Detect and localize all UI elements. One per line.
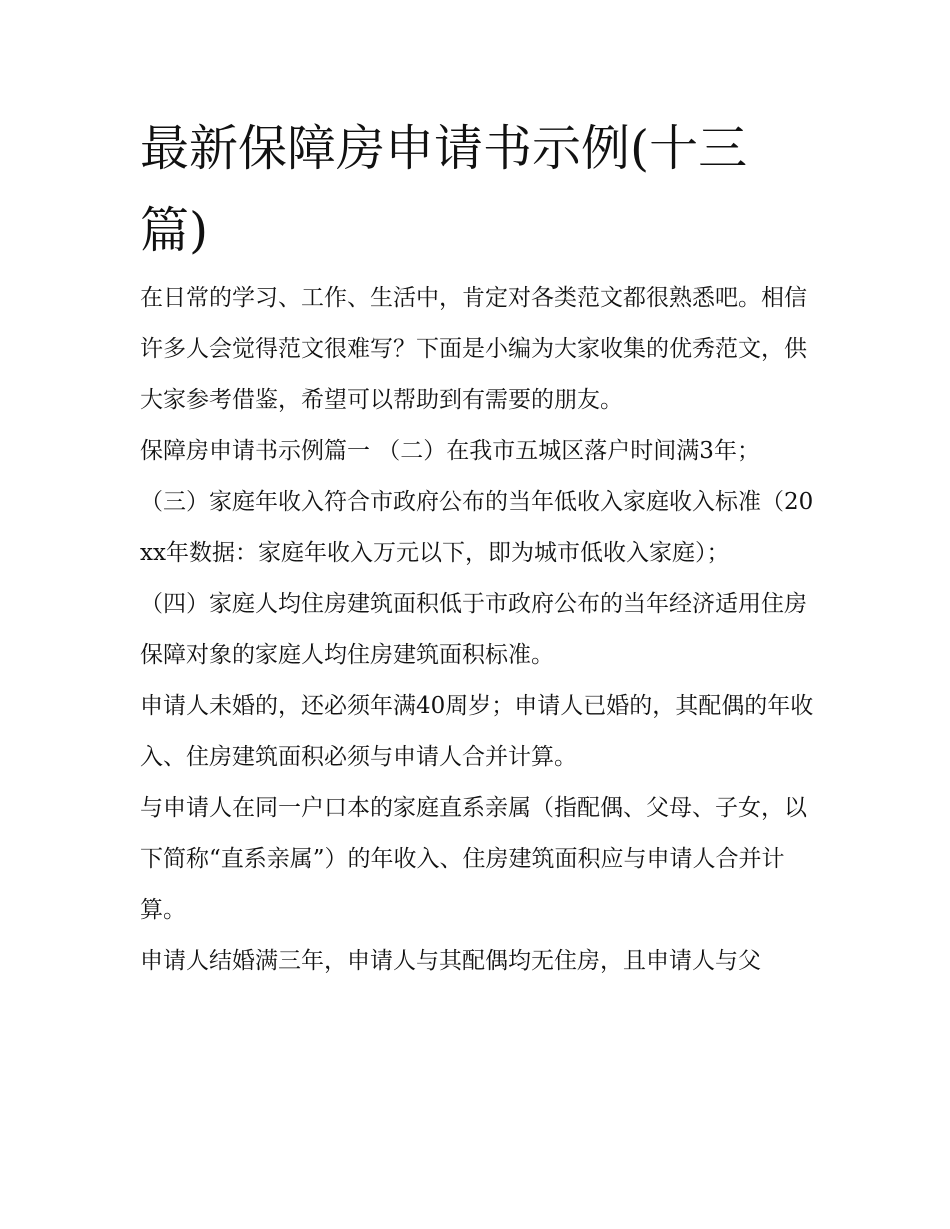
paragraph-example-1: 保障房申请书示例篇一 （二）在我市五城区落户时间满3年； bbox=[140, 438, 760, 464]
paragraph-condition-3: （三）家庭年收入符合市政府公布的当年低收入家庭收入标准（20xx年数据：家庭年收入万元以下，即为城市低收入家庭）； bbox=[140, 489, 814, 566]
paragraph-unmarried: 申请人未婚的，还必须年满40周岁；申请人已婚的，其配偶的年收入、住房建筑面积必须与申请人合并计算。 bbox=[140, 693, 814, 770]
document-body bbox=[140, 273, 820, 987]
document-title: 最新保障房申请书示例(十三篇) bbox=[140, 120, 748, 259]
paragraph-relatives: 与申请人在同一户口本的家庭直系亲属（指配偶、父母、子女，以下简称“直系亲属”）的年收入、住房建筑面积应与申请人合并计算。 bbox=[140, 795, 807, 923]
paragraph-intro: 在日常的学习、工作、生活中，肯定对各类范文都很熟悉吧。相信许多人会觉得范文很难写？下面是小编为大家收集的优秀范文，供大家参考借鉴，希望可以帮助到有需要的朋友。 bbox=[140, 285, 807, 413]
paragraph-condition-4: （四）家庭人均住房建筑面积低于市政府公布的当年经济适用住房保障对象的家庭人均住房建筑面积标准。 bbox=[140, 591, 807, 668]
paragraph-married: 申请人结婚满三年，申请人与其配偶均无住房，且申请人与父 bbox=[140, 948, 761, 974]
